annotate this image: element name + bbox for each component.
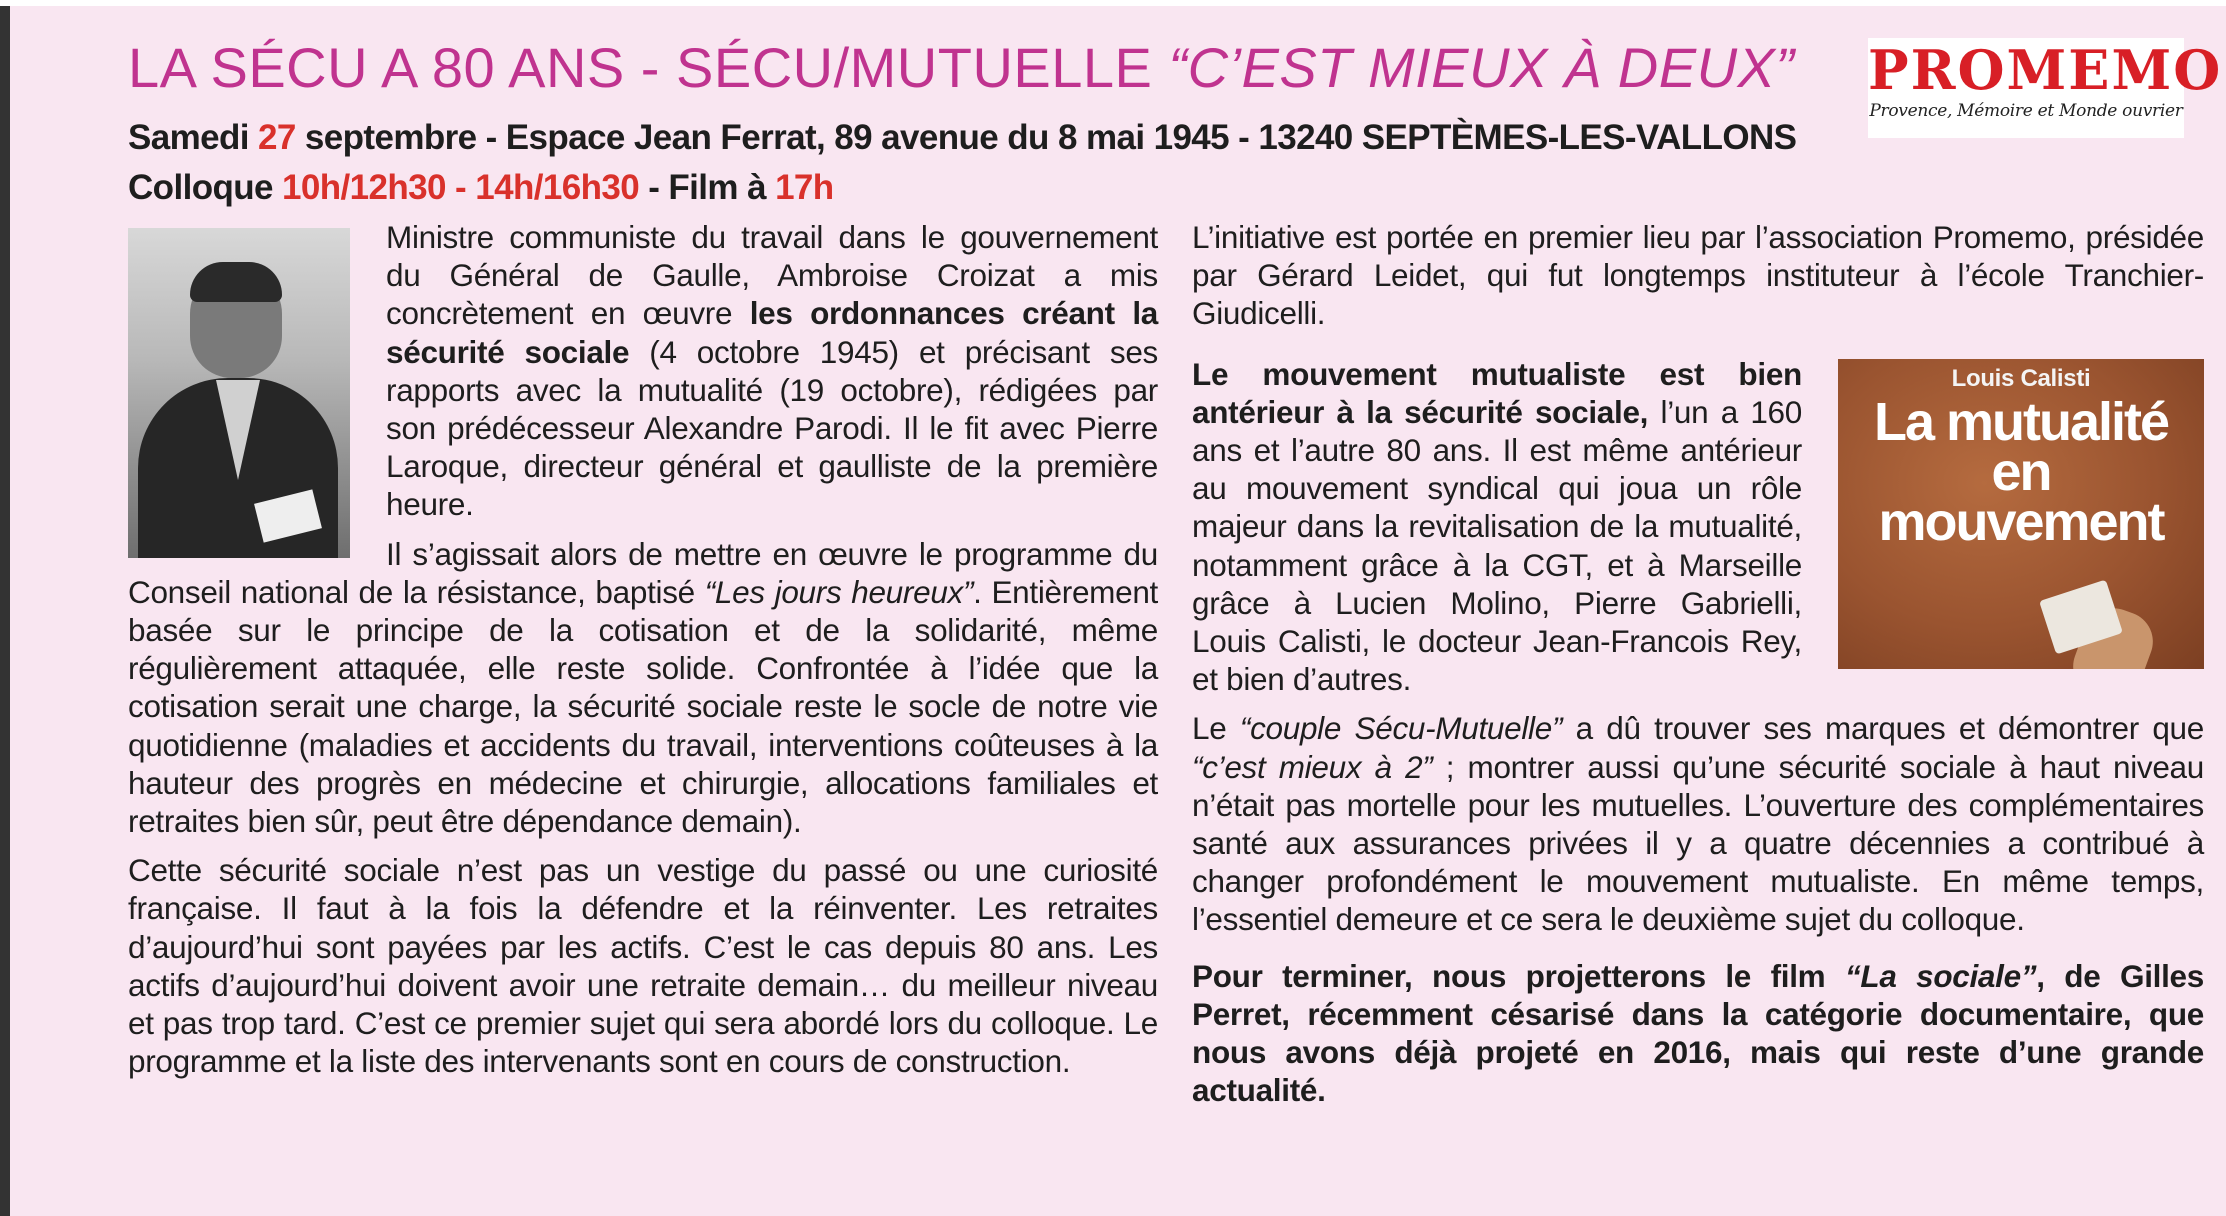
text: l’un a 160 ans et l’autre 80 ans. Il est même antérieur au mouvement syndical qui joua un rôle majeur dans la revitalisation de la mutualité, notamment grâce à la CGT, et à Marseille grâce à Lucien Molino, Pierre Gabrielli, Louis Calisti, le docteur Jean-Francois Rey, et bien d’autres. [1192,393,1802,698]
text: (4 octobre 1945) et précisant ses rapports avec la mutualité (19 octobre), rédigées par son prédécesseur Alexandre Parodi. Il le fit avec Pierre Laroque, directeur général et gaulliste de la première heure. [386,333,1158,523]
title-slogan: “C’EST MIEUX À DEUX” [1168,36,1795,99]
italic-text: “c’est mieux à 2” [1192,748,1433,785]
book-cover [1838,359,2204,669]
film-time: 17h [775,168,834,207]
paragraph-couple [1192,709,2204,938]
text: Il s’agissait alors de mettre en œuvre le programme du Conseil national de la résistance, baptisé [128,535,1158,610]
date-prefix: Samedi [128,118,259,157]
paragraph-film [1192,957,2204,1110]
event-schedule [128,164,1848,212]
italic-text: “couple Sécu-Mutuelle” [1239,710,1563,747]
text: Pour terminer, nous projetterons le film [1192,957,1845,994]
paragraph-initiative: L’initiative est portée en premier lieu par l’association Promemo, présidée par Gérard Leidet, qui fut longtemps instituteur à l’école Tranchier-Giudicelli. [1192,219,2204,332]
italic-text: “Les jours heureux” [704,573,974,610]
right-column [1192,218,2204,1120]
book-title-line3: mouvement [1878,491,2164,552]
book-title-line2: en [1991,441,2051,502]
promemo-logo [1868,38,2223,138]
event-date-place [128,114,1848,162]
bold-text: les ordonnances créant la sécurité sociale [386,295,1158,370]
logo-wordmark: PROMEMO [1868,38,2223,102]
date-place: septembre - Espace Jean Ferrat, 89 avenue du 8 mai 1945 - 13240 SEPTÈMES-LES-VALLONS [295,118,1797,157]
book-title-line1: La mutualité [1873,391,2169,452]
text: Ministre communiste du travail dans le gouvernement du Général de Gaulle, Ambroise Croizat a mis concrètement en œuvre [386,219,1158,332]
date-day: 27 [258,118,296,157]
title-main: LA SÉCU A 80 ANS - SÉCU/MUTUELLE [128,36,1169,99]
book-author: Louis Calisti [1951,364,2091,392]
film-label: - Film à [639,168,776,207]
text: . Entièrement basée sur le principe de la cotisation et de la solidarité, même régulièrement attaquée, elle reste solide. Confrontée à l’idée que la cotisation serait une charge, la sécurité sociale reste le socle de notre vie quotidienne (maladies et accidents du travail, interventions coûteuses à la hauteur des progrès en médecine et chirurgie, allocations familiales et retraites bien sûr, peut être dépendance demain). [128,573,1158,840]
schedule-times: 10h/12h30 - 14h/16h30 [282,168,640,207]
left-column [128,218,1158,1091]
text: ; montrer aussi qu’une sécurité sociale à haut niveau n’était pas mortelle pour les mutuelles. L’ouverture des complémentaires santé aux assurances privées il y a quatre décennies a contribué à changer profondément le mouvement mutualiste. En même temps, l’essentiel demeure et ce sera le deuxième sujet du colloque. [1192,748,2204,938]
text: , de Gilles Perret, récemment césarisé dans la catégorie documentaire, que nous avons déjà projeté en 2016, mais qui reste d’une grande actualité. [1192,957,2204,1109]
italic-text: “La sociale” [1844,957,2037,994]
portrait-photo [128,228,350,558]
text: Le [1192,710,1240,747]
paragraph-programme [128,535,1158,841]
logo-subtitle: Provence, Mémoire et Monde ouvrier [1869,101,2183,121]
portrait-hair [190,262,282,302]
text: a dû trouver ses marques et démontrer que [1562,710,2204,747]
paragraph-retraites: Cette sécurité sociale n’est pas un vestige du passé ou une curiosité française. Il faut à la fois la défendre et la réinventer. Les retraites d’aujourd’hui sont payées par les actifs. C’est le cas depuis 80 ans. Les actifs d’aujourd’hui doivent avoir une retraite demain… du meilleur niveau et pas trop tard. C’est ce premier sujet qui sera abordé lors du colloque. Le programme et la liste des intervenants sont en cours de construction. [128,852,1158,1080]
page-title [128,28,1848,108]
bold-text: Le mouvement mutualiste est bien antérieur à la sécurité sociale, [1192,355,1802,430]
schedule-label: Colloque [128,168,283,207]
top-edge [0,0,2226,6]
